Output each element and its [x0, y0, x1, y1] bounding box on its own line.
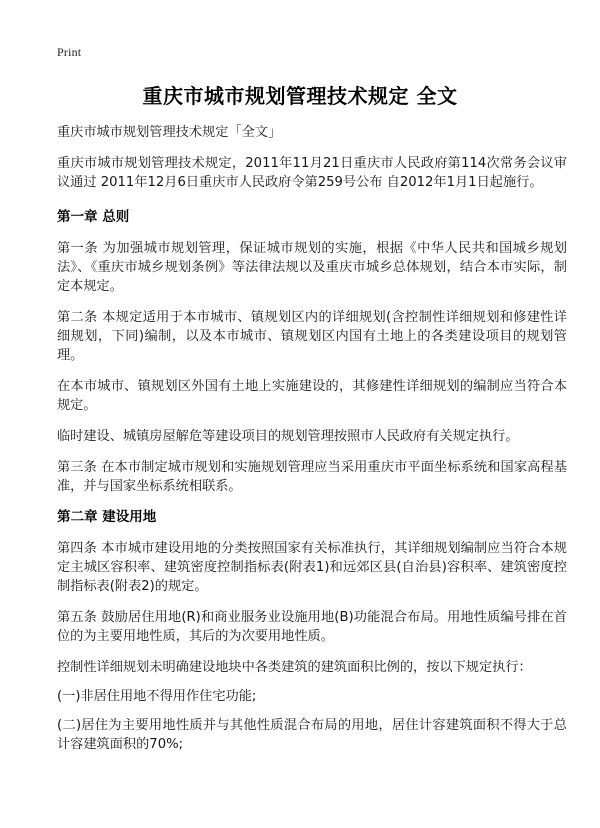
- chapter-heading-2: 第二章 建设用地: [57, 509, 157, 525]
- rule-item-1: (一)非居住用地不得用作住宅功能;: [57, 689, 257, 704]
- article-1-paragraph: 第一条 为加强城市规划管理，保证城市规划的实施，根据《中华人民共和国城乡规划法》、《重庆市城乡规划条例》等法律法规以及重庆市城乡总体规划，结合本市实际，制定本规定。: [57, 241, 567, 294]
- temporary-construction-paragraph: 临时建设、城镇房屋解危等建设项目的规划管理按照市人民政府有关规定执行。: [57, 429, 519, 444]
- document-title: 重庆市城市规划管理技术规定 全文: [142, 84, 458, 108]
- article-2-supplement-paragraph: 在本市城市、镇规划区外国有土地上实施建设的，其修建性详细规划的编制应当符合本规定。: [57, 379, 567, 413]
- print-label: Print: [57, 45, 82, 59]
- rule-item-2: (二)居住为主要用地性质并与其他性质混合布局的用地，居住计容建筑面积不得大于总计容建筑面积的70%;: [57, 718, 567, 752]
- document-body: [57, 123, 567, 766]
- article-3-paragraph: 第三条 在本市制定城市规划和实施规划管理应当采用重庆市平面坐标系统和国家高程基准，并与国家坐标系统相联系。: [57, 460, 567, 494]
- document-intro: 重庆市城市规划管理技术规定，2011年11月21日重庆市人民政府第114次常务会议审议通过 2011年12月6日重庆市人民政府令第259号公布 自2012年1月1日起施行。: [57, 156, 567, 190]
- article-2-paragraph: 第二条 本规定适用于本市城市、镇规划区内的详细规划(含控制性详细规划和修建性详细规划，下同)编制，以及本市城市、镇规划区内国有土地上的各类建设项目的规划管理。: [57, 310, 567, 363]
- document-subtitle: 重庆市城市规划管理技术规定「全文」: [57, 125, 282, 140]
- chapter-heading-1: 第一章 总则: [57, 209, 130, 225]
- article-5-paragraph: 第五条 鼓励居住用地(R)和商业服务业设施用地(B)功能混合布局。用地性质编号排在首位的为主要用地性质，其后的为次要用地性质。: [57, 610, 567, 644]
- mixed-use-rule-paragraph: 控制性详细规划未明确建设地块中各类建筑的建筑面积比例的，按以下规定执行：: [57, 660, 532, 675]
- article-4-paragraph: 第四条 本市城市建设用地的分类按照国家有关标准执行，其详细规划编制应当符合本规定主城区容积率、建筑密度控制指标表(附表1)和远郊区县(自治县)容积率、建筑密度控制指标表(附表2)的规定。: [57, 541, 567, 594]
